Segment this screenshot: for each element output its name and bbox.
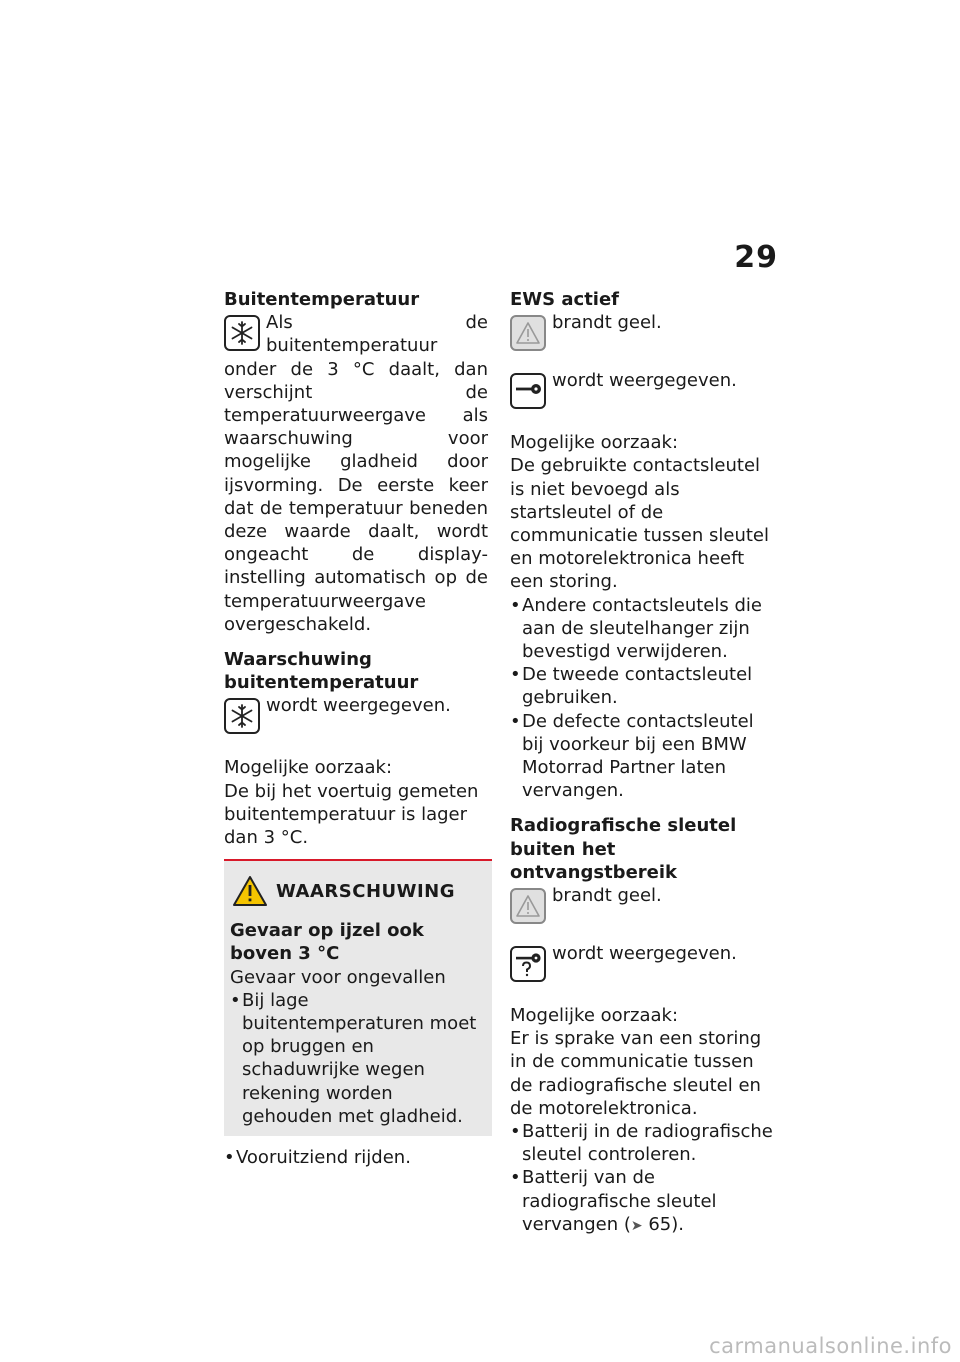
page-number: 29 (734, 240, 778, 275)
snowflake-icon (224, 315, 260, 351)
list-item: • Andere contactsleutels die aan de sleutelhanger zijn bevestigd verwijderen. (510, 594, 776, 664)
key-question-icon (510, 946, 546, 982)
list-item: • Batterij in de radiografische sleutel controleren. (510, 1120, 776, 1166)
list-item-text: Batterij van de radiografische sleutel vervangen ( (522, 1167, 717, 1235)
key-icon (510, 373, 546, 409)
heading-radio-key-out-of-range: Radiografische sleutel buiten het ontvangstbereik (510, 815, 737, 883)
cause-label: Mogelijke oorzaak: (224, 757, 393, 779)
warning-bullet: • Bij lage buitentemperaturen moet op bruggen en schaduwrijke wegen rekening worden gehouden met gladheid. (230, 989, 482, 1128)
watermark: carmanualsonline.info (709, 1334, 952, 1358)
warning-box (224, 859, 492, 1136)
list-item (510, 1166, 776, 1238)
snowflake-icon (224, 698, 260, 734)
page-reference-link[interactable]: 65 (648, 1213, 672, 1235)
warning-lamp-icon (510, 315, 546, 351)
cause-text: De gebruikte contactsleutel is niet bevoegd als startsleutel of de communicatie tussen sleutel en motorelektronica heeft een storing. (510, 455, 769, 593)
arrow-reference-icon: ➤ (630, 1217, 643, 1234)
list-item: • De defecte contactsleutel bij voorkeur bij een BMW Motorrad Partner laten vervangen. (510, 710, 776, 803)
heading-ews-active: EWS actief (510, 289, 620, 310)
temperature-warning-shown: wordt weergegeven. (266, 695, 451, 717)
cause-text: De bij het voertuig gemeten buitentemperatuur is lager dan 3 °C. (224, 780, 479, 849)
radio-key-shown-text: wordt weergegeven. (552, 943, 737, 965)
list-item: • De tweede contactsleutel gebruiken. (510, 663, 776, 709)
cause-label: Mogelijke oorzaak: (510, 1005, 679, 1027)
heading-outside-temperature: Buitentemperatuur (224, 289, 420, 310)
heading-temperature-warning-2: buitentemperatuur (224, 672, 419, 694)
heading-temperature-warning-1: Waarschuwing (224, 649, 372, 671)
cause-text: Er is sprake van een storing in de communicatie tussen de radiografische sleutel en de motorelektronica. (510, 1028, 762, 1119)
list-item-text-end: ). (671, 1213, 684, 1235)
list-item: • Vooruitziend rijden. (224, 1146, 488, 1169)
radio-key-lamp-text: brandt geel. (552, 885, 662, 907)
ews-shown-text: wordt weergegeven. (552, 370, 737, 392)
left-column (224, 288, 488, 1169)
ews-lamp-text: brandt geel. (552, 312, 662, 334)
cause-label: Mogelijke oorzaak: (510, 432, 679, 454)
warning-title: WAARSCHUWING (276, 880, 456, 902)
warning-lamp-icon (510, 888, 546, 924)
outside-temperature-text: Als de buitentemperatuur onder de 3 °C daalt, dan verschijnt de temperatuurweergave als waarschuwing voor mogelijke gladheid door ijsvorming. De eerste keer dat de temperatuur beneden deze waarde daalt, wordt ongeacht de display-instelling automatisch op de temperatuurweergave overgeschakeld. (224, 312, 488, 635)
warning-triangle-icon (232, 875, 268, 907)
warning-subtitle: Gevaar op ijzel ook boven 3 °C (230, 920, 424, 965)
warning-danger: Gevaar voor ongevallen (230, 966, 446, 988)
right-column (510, 288, 776, 1238)
